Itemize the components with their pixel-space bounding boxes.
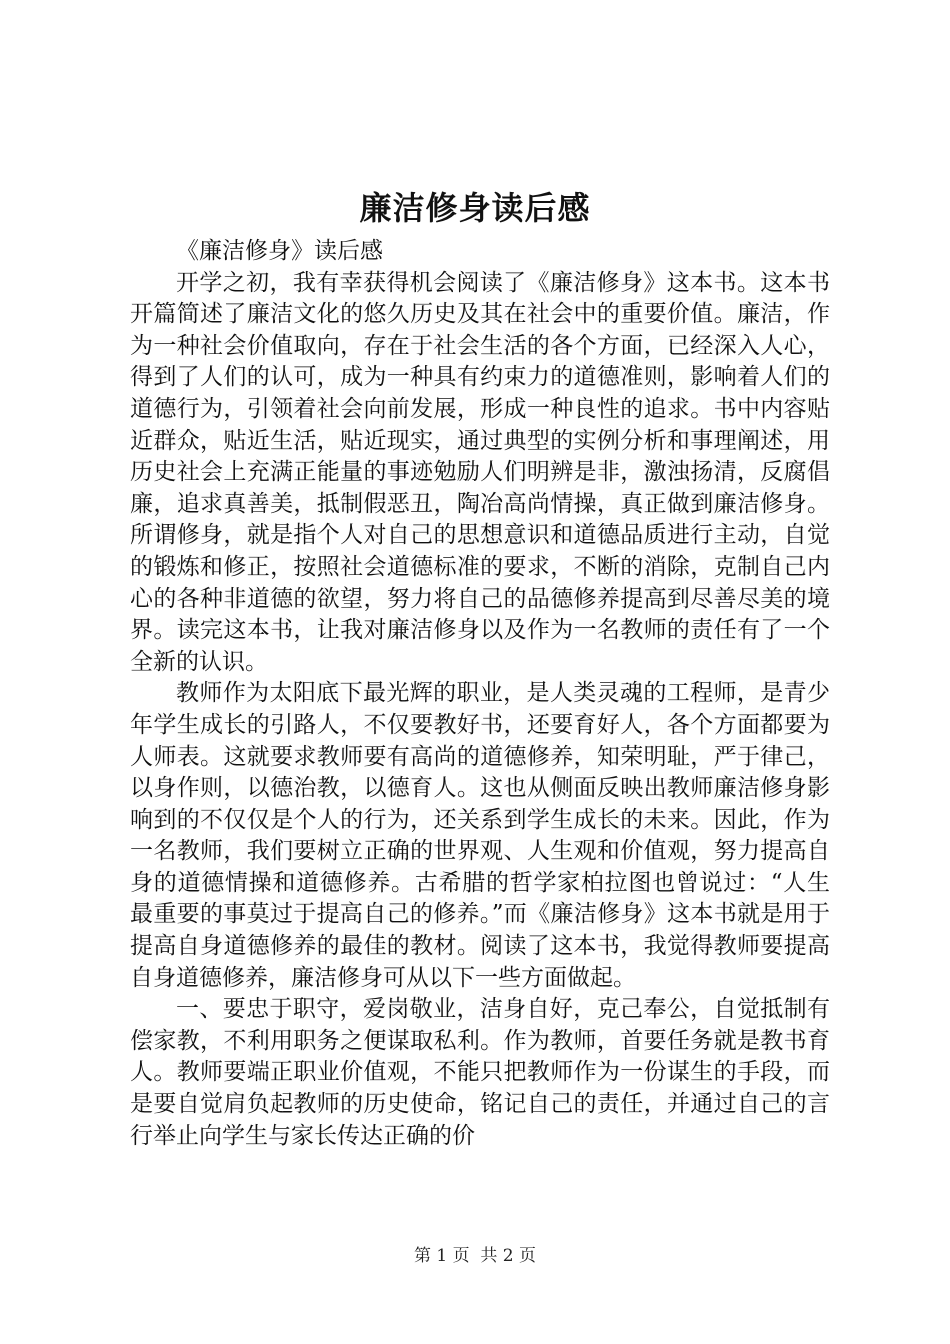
document-body [130,236,830,1152]
paragraph: 教师作为太阳底下最光辉的职业，是人类灵魂的工程师，是青少年学生成长的引路人，不仅要教好书，还要育好人，各个方面都要为人师表。这就要求教师要有高尚的道德修养，知荣明耻，严于律己，以身作则，以德治教，以德育人。这也从侧面反映出教师廉洁修身影响到的不仅仅是个人的行为，还关系到学生成长的未来。因此，作为一名教师，我们要树立正确的世界观、人生观和价值观，努力提高自身的道德情操和道德修养。古希腊的哲学家柏拉图也曾说过：“人生最重要的事莫过于提高自己的修养。”而《廉洁修身》这本书就是用于提高自身道德修养的最佳的教材。阅读了这本书，我觉得教师要提高自身道德修养，廉洁修身可从以下一些方面做起。 [130,680,830,991]
page-title: 廉洁修身读后感 [359,189,591,227]
page-footer [0,1244,950,1268]
page-number-label: 第 1 页 共 2 页 [413,1246,537,1266]
paragraph: 一、要忠于职守，爱岗敬业，洁身自好，克己奉公，自觉抵制有偿家教，不利用职务之便谋取私利。作为教师，首要任务就是教书育人。教师要端正职业价值观，不能只把教师作为一份谋生的手段，而是要自觉肩负起教师的历史使命，铭记自己的责任，并通过自己的言行举止向学生与家长传达正确的价 [130,996,830,1149]
paragraph: 开学之初，我有幸获得机会阅读了《廉洁修身》这本书。这本书开篇简述了廉洁文化的悠久历史及其在社会中的重要价值。廉洁，作为一种社会价值取向，存在于社会生活的各个方面，已经深入人心，得到了人们的认可，成为一种具有约束力的道德准则，影响着人们的道德行为，引领着社会向前发展，形成一种良性的追求。书中内容贴近群众，贴近生活，贴近现实，通过典型的实例分析和事理阐述，用历史社会上充满正能量的事迹勉励人们明辨是非，激浊扬清，反腐倡廉，追求真善美，抵制假恶丑，陶冶高尚情操，真正做到廉洁修身。所谓修身，就是指个人对自己的思想意识和道德品质进行主动，自觉的锻炼和修正，按照社会道德标准的要求，不断的消除，克制自己内心的各种非道德的欲望，努力将自己的品德修养提高到尽善尽美的境界。读完这本书，让我对廉洁修身以及作为一名教师的责任有了一个全新的认识。 [130,269,830,675]
subtitle-line: 《廉洁修身》读后感 [176,238,383,264]
